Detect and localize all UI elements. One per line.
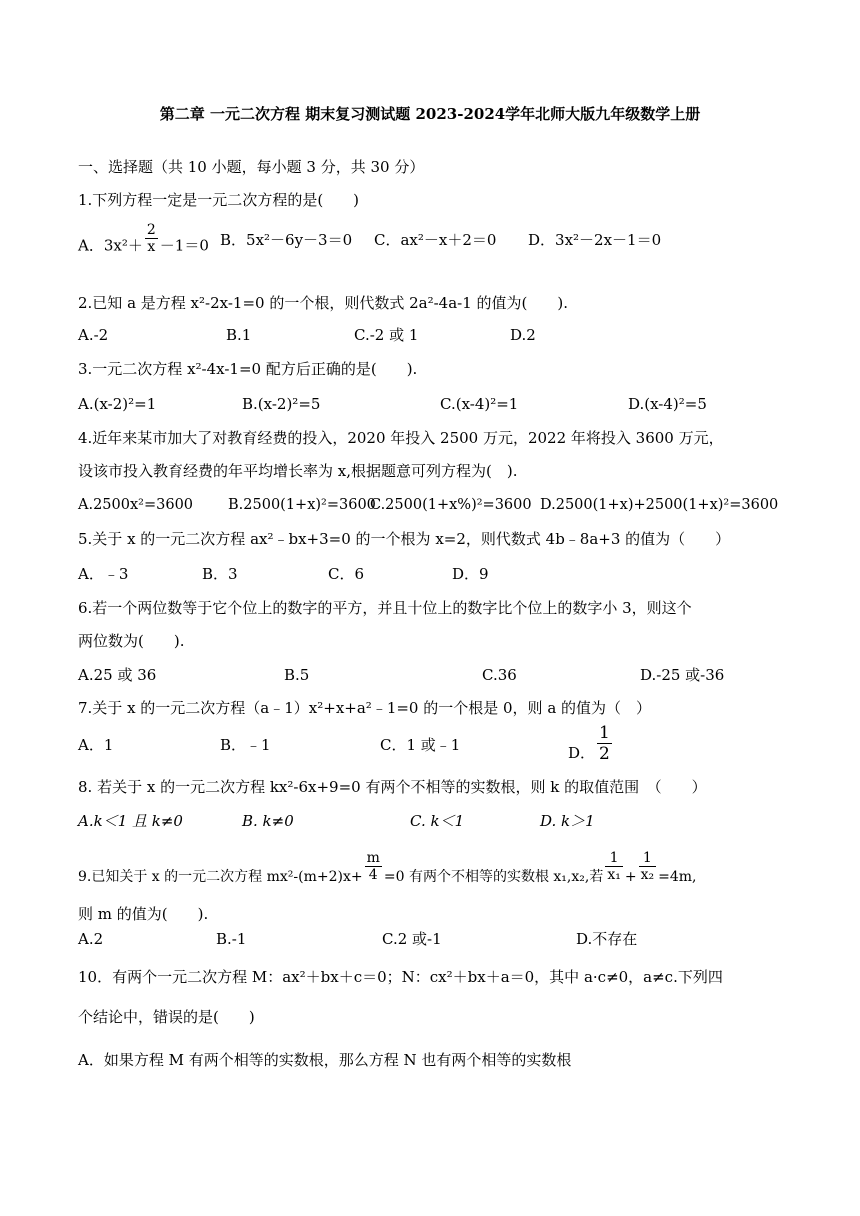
section-heading: 一、选择题（共 10 小题，每小题 3 分，共 30 分） [78, 158, 425, 176]
option-d: D.2500(1+x)+2500(1+x)²=3600 [540, 497, 779, 513]
option-c: C.(x-4)²=1 [440, 395, 519, 413]
question-8-stem: 8. 若关于 x 的一元二次方程 kx²-6x+9=0 有两个不相等的实数根，则 k 的取值范围 （ ） [78, 778, 707, 796]
option-b: B.-1 [216, 930, 247, 948]
question-10-stem-line-1: 10．有两个一元二次方程 M：ax²＋bx＋c＝0；N：cx²＋bx＋a＝0，其中 a·c≠0，a≠c.下列四 [78, 968, 723, 986]
fraction-1-over-x1: $\frac{1}{\text{x₁}}$ [607, 850, 621, 883]
option-d: D.-25 或-36 [640, 666, 725, 684]
question-4-stem-line-2: 设该市投入教育经费的年平均增长率为 x,根据题意可列方程为( ). [78, 462, 518, 480]
question-2-stem: 2.已知 a 是方程 x²-2x-1=0 的一个根，则代数式 2a²-4a-1 的值为( ). [78, 294, 569, 312]
option-a: A.k＜1 且 k≠0 [78, 812, 183, 830]
fraction-m-over-4: $\frac{m}{4}$ [366, 850, 380, 883]
option-c: C．ax²－x＋2＝0 [374, 231, 497, 249]
question-7-stem: 7.关于 x 的一元二次方程（a﹣1）x²+x+a²﹣1=0 的一个根是 0，则 a 的值为（ ） [78, 699, 652, 717]
question-6-stem-line-2: 两位数为( ). [78, 632, 185, 650]
question-9-stem-line-2: 则 m 的值为( ). [78, 905, 209, 923]
option-b: B.5 [284, 666, 310, 684]
question-10-stem-line-2: 个结论中，错误的是( ) [78, 1008, 255, 1026]
option-d: D.(x-4)²=5 [628, 395, 707, 413]
option-a: A.2500x²=3600 [78, 497, 194, 513]
option-c: C.-2 或 1 [354, 326, 419, 344]
option-b: B.(x-2)²=5 [242, 395, 321, 413]
fraction: $\frac{1}{2}$ [599, 723, 610, 764]
document-title: 第二章 一元二次方程 期末复习测试题 2023-2024学年北师大版九年级数学上册 [159, 105, 701, 123]
option-a: A.25 或 36 [78, 666, 157, 684]
option-d: D. k＞1 [540, 812, 595, 830]
question-1-stem: 1.下列方程一定是一元二次方程的是( ) [78, 191, 360, 209]
fraction-1-over-x2: $\frac{1}{\text{x₂}}$ [640, 850, 655, 883]
option-a: A.(x-2)²=1 [78, 395, 157, 413]
option-b: B．3 [202, 565, 238, 583]
question-5-stem: 5.关于 x 的一元二次方程 ax²﹣bx+3=0 的一个根为 x=2，则代数式 4b﹣8a+3 的值为（ ） [78, 530, 731, 548]
option-c: C．1 或﹣1 [380, 736, 461, 754]
question-6-stem-line-1: 6.若一个两位数等于它个位上的数字的平方，并且十位上的数字比个位上的数字小 3，则这个 [78, 599, 692, 617]
option-b: B.1 [226, 326, 252, 344]
option-d: D.2 [510, 326, 536, 344]
option-c: C.36 [482, 666, 517, 684]
question-4-stem-line-1: 4.近年来某市加大了对教育经费的投入，2020 年投入 2500 万元，2022 年将投入 3600 万元， [78, 429, 724, 447]
option-b: B. k≠0 [242, 812, 294, 830]
option-a: A．3x²＋ $\frac{2}{x}$ －1＝0 [78, 222, 209, 255]
option-a: A.2 [78, 930, 104, 948]
option-a: A．1 [78, 736, 114, 754]
fraction: $\frac{2}{x}$ [146, 222, 156, 255]
option-b: B．5x²－6y－3＝0 [220, 231, 353, 249]
option-d: D．3x²－2x－1＝0 [528, 231, 662, 249]
question-9-stem: 9.已知关于 x 的一元二次方程 mx²-(m+2)x+ $\frac{m}{4}$ =0 有两个不相等的实数根 x₁,x₂,若 $\frac{1}{\text{x₁}}$ + $\frac{1}{\text{x₂}}$ =4m, [78, 850, 697, 885]
option-c: C．6 [328, 565, 365, 583]
option-d: D．9 [452, 565, 489, 583]
option-c: C.2 或-1 [382, 930, 442, 948]
option-d: D.不存在 [576, 930, 638, 948]
option-c: C. k＜1 [410, 812, 465, 830]
question-3-stem: 3.一元二次方程 x²-4x-1=0 配方后正确的是( ). [78, 360, 418, 378]
option-d: D． $\frac{1}{2}$ [568, 723, 610, 764]
option-c: C.2500(1+x%)²=3600 [370, 497, 532, 513]
option-b: B．﹣1 [220, 736, 271, 754]
question-10-option-a: A．如果方程 M 有两个相等的实数根，那么方程 N 也有两个相等的实数根 [78, 1051, 572, 1069]
option-a: A．﹣3 [78, 565, 129, 583]
option-b: B.2500(1+x)²=3600 [228, 497, 376, 513]
option-a: A.-2 [78, 326, 109, 344]
